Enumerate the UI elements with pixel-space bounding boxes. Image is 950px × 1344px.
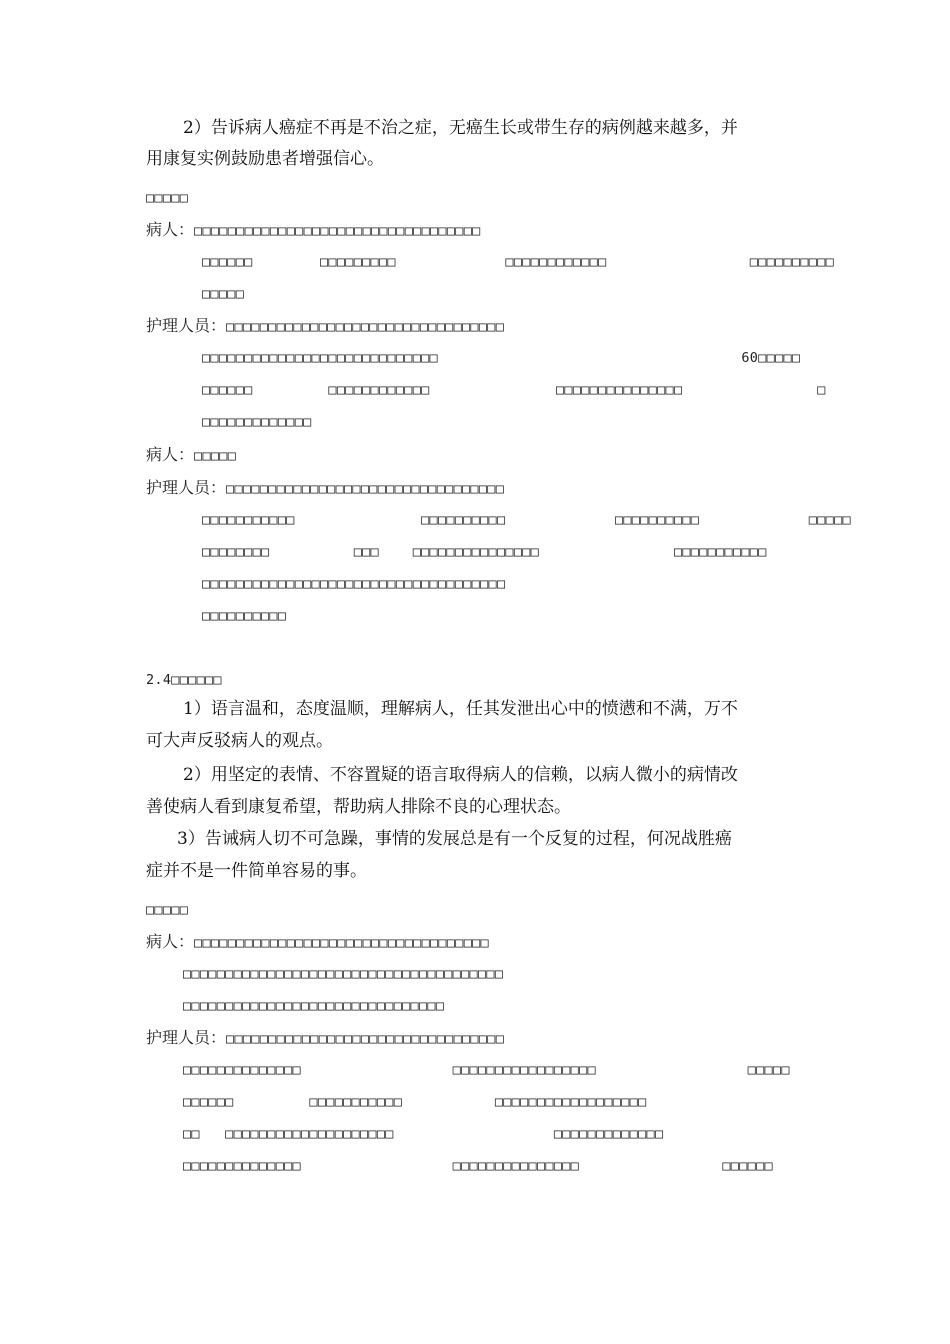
speaker-label: 护理人员： bbox=[146, 316, 227, 335]
garbled-text-line bbox=[146, 932, 489, 953]
paragraph-line: 善使病人看到康复希望，帮助病人排除不良的心理状态。 bbox=[146, 797, 571, 817]
garbled-text-line: □□□□□□□□□□□□□□□□□□□□□□□□□□□□□□□ bbox=[183, 998, 445, 1014]
garbled-text-line: □□□□□□□□□□□□□□ □□□□□□□□□□□□□□□□□ □□□□□ bbox=[183, 1062, 790, 1078]
speaker-label: 病人： bbox=[146, 932, 195, 951]
paragraph-line: 3）告诫病人切不可急躁，事情的发展总是有一个反复的过程，何况战胜癌 bbox=[177, 829, 732, 849]
line-text: □□□□□□□□□□□□□□□□□□□□□□□□□□□□□□□□□ bbox=[226, 481, 505, 497]
garbled-text-line: □□□□□□□□□□□ □□□□□□□□□□ □□□□□□□□□□ □□□□□ bbox=[202, 512, 851, 528]
garbled-text-line: □□ □□□□□□□□□□□□□□□□□□□□ □□□□□□□□□□□□□ bbox=[183, 1126, 664, 1142]
paragraph-line: 1）语言温和，态度温顺，理解病人，任其发泄出心中的愤懑和不满，万不 bbox=[183, 699, 738, 719]
line-text: □□□□□□□□□□□□□□□□□□□□□□□□□□□□□□□□□□□ bbox=[194, 935, 489, 951]
garbled-text-line: □□□□□□□□□□□□□□ □□□□□□□□□□□□□□□ □□□□□□ bbox=[183, 1158, 773, 1174]
garbled-text-line: □□□□□□□□□□ bbox=[202, 608, 287, 624]
garbled-text-line: □□□□□□□□□□□□□□□□□□□□□□□□□□□□□□□□□□□□□□ bbox=[183, 966, 504, 982]
paragraph-line: 可大声反驳病人的观点。 bbox=[146, 731, 333, 751]
garbled-text-line: □□□□□□□□□□□□□□□□□□□□□□□□□□□□□□□□□□□□ bbox=[202, 576, 506, 592]
line-text: □□□□□ bbox=[194, 448, 237, 464]
line-text: □□□□□□□□□□□□□□□□□□□□□□□□□□□□□□□□□□ bbox=[194, 223, 481, 239]
garbled-text-line bbox=[146, 316, 504, 337]
speaker-label: 护理人员： bbox=[146, 478, 227, 497]
garbled-text-line: □□□□□□ □□□□□□□□□□□□ □□□□□□□□□□□□□□□ □ bbox=[202, 382, 826, 398]
garbled-text-line bbox=[146, 445, 236, 466]
speaker-label: 护理人员： bbox=[146, 1028, 227, 1047]
garbled-text-line: □□□□□□□□ □□□ □□□□□□□□□□□□□□□ □□□□□□□□□□□ bbox=[202, 544, 767, 560]
garbled-text-line: □□□□□□ □□□□□□□□□□□ □□□□□□□□□□□□□□□□□□ bbox=[183, 1094, 647, 1110]
line-text: □□□□□□□□□□□□□□□□□□□□□□□□□□□□□□□□□ bbox=[226, 319, 505, 335]
speaker-label: 病人： bbox=[146, 445, 195, 464]
garbled-text-line: □□□□□ bbox=[146, 190, 189, 206]
garbled-text-line: □□□□□□□□□□□□□□□□□□□□□□□□□□□□ 60□□□□□ bbox=[202, 350, 801, 366]
garbled-text-line bbox=[146, 220, 481, 241]
garbled-text-line: □□□□□□□□□□□□□ bbox=[202, 414, 312, 430]
paragraph-line: 2）用坚定的表情、不容置疑的语言取得病人的信赖，以病人微小的病情改 bbox=[183, 765, 738, 785]
line-text: □□□□□□□□□□□□□□□□□□□□□□□□□□□□□□□□□ bbox=[226, 1031, 505, 1047]
garbled-text-line: □□□□□ bbox=[146, 902, 189, 918]
paragraph-line: 症并不是一件简单容易的事。 bbox=[146, 861, 367, 881]
garbled-text-line: 2.4□□□□□□ bbox=[146, 672, 222, 688]
garbled-text-line: □□□□□ bbox=[202, 286, 245, 302]
paragraph-line: 2）告诉病人癌症不再是不治之症，无癌生长或带生存的病例越来越多，并 bbox=[183, 118, 738, 138]
paragraph-line: 用康复实例鼓励患者增强信心。 bbox=[146, 149, 384, 169]
speaker-label: 病人： bbox=[146, 220, 195, 239]
garbled-text-line: □□□□□□ □□□□□□□□□ □□□□□□□□□□□□ □□□□□□□□□□ bbox=[202, 254, 835, 270]
garbled-text-line bbox=[146, 1028, 504, 1049]
garbled-text-line bbox=[146, 478, 504, 499]
